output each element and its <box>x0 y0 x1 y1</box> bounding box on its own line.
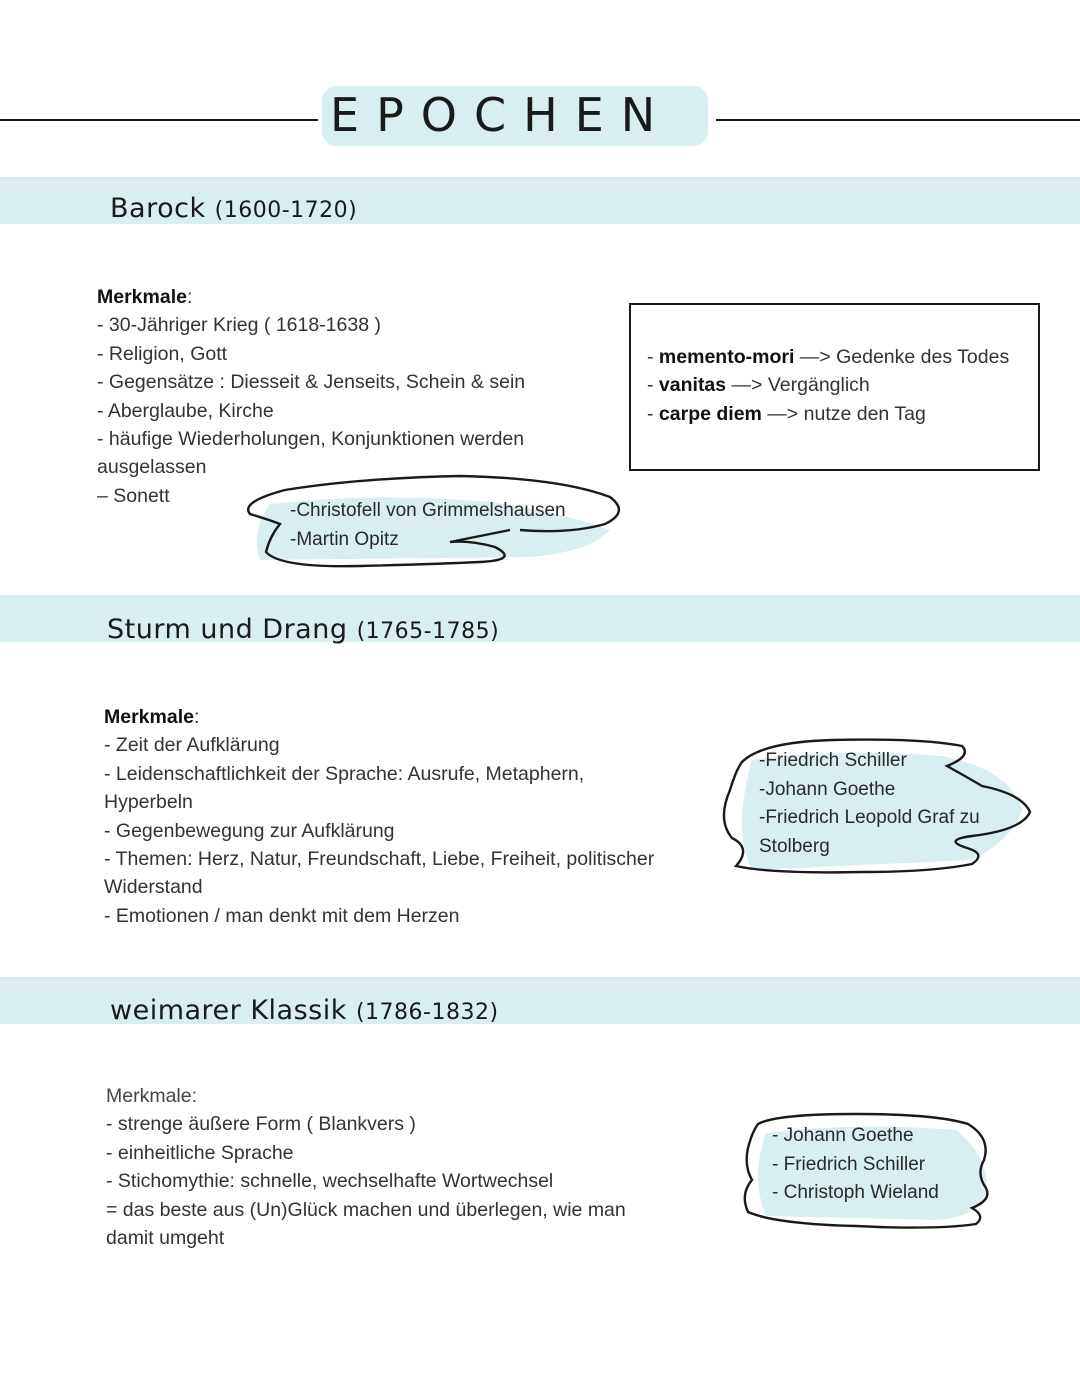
authors-list-barock <box>290 497 566 554</box>
section-name: Barock <box>110 193 206 224</box>
author-name: Stolberg <box>759 835 830 857</box>
list-item: Hyperbeln <box>104 791 193 814</box>
phrase-row: - vanitas —> Vergänglich <box>647 374 870 397</box>
list-item: - Aberglaube, Kirche <box>97 399 274 422</box>
list-item: - 30-Jähriger Krieg ( 1618-1638 ) <box>97 314 381 337</box>
section-title-barock <box>110 193 357 224</box>
section-date: (1600-1720) <box>214 198 358 223</box>
author-name: -Martin Opitz <box>290 528 399 550</box>
list-item: - Stichomythie: schnelle, wechselhafte Wortwechsel <box>106 1170 554 1193</box>
list-item: - Zeit der Aufklärung <box>104 734 280 757</box>
list-item: - Gegensätze : Diesseit & Jenseits, Schein & sein <box>97 371 526 394</box>
author-name: -Friedrich Schiller <box>759 750 907 771</box>
title-rule-right <box>716 119 1080 121</box>
list-item: - Leidenschaftlichkeit der Sprache: Ausrufe, Metaphern, <box>104 762 585 785</box>
latin-phrases-box <box>629 303 1040 471</box>
section-date: (1786-1832) <box>355 1000 499 1025</box>
list-item: - Religion, Gott <box>97 342 228 365</box>
author-name: - Johann Goethe <box>772 1125 914 1146</box>
author-name: -Friedrich Leopold Graf zu <box>759 807 980 828</box>
author-name: -Christofell von Grimmelshausen <box>290 500 566 521</box>
list-item: - Themen: Herz, Natur, Freundschaft, Liebe, Freiheit, politischer <box>104 848 655 871</box>
author-name: -Johann Goethe <box>759 778 896 800</box>
list-item: - strenge äußere Form ( Blankvers ) <box>106 1113 416 1136</box>
list-item: - häufige Wiederholungen, Konjunktionen werden <box>97 428 525 451</box>
section-name: Sturm und Drang <box>107 614 348 645</box>
merkmale-heading: Merkmale: <box>97 286 193 308</box>
merkmale-list-sturm-und-drang <box>104 703 654 930</box>
list-item: - Emotionen / man denkt mit dem Herzen <box>104 904 460 927</box>
phrase-row: - memento-mori —> Gedenke des Todes <box>647 346 1010 368</box>
page-title: EPOCHEN <box>330 88 673 142</box>
merkmale-heading: Merkmale: <box>104 706 200 728</box>
list-item: = das beste aus (Un)Glück machen und überlegen, wie man <box>106 1198 626 1221</box>
list-item: - Gegenbewegung zur Aufklärung <box>104 819 395 842</box>
merkmale-list-weimarer-klassik <box>106 1082 626 1252</box>
section-date: (1765-1785) <box>356 619 500 644</box>
list-item: damit umgeht <box>106 1227 225 1250</box>
title-rule-left <box>0 119 318 121</box>
section-name: weimarer Klassik <box>110 995 347 1026</box>
list-item: ausgelassen <box>97 456 207 479</box>
author-name: - Friedrich Schiller <box>772 1153 926 1175</box>
list-item: - einheitliche Sprache <box>106 1141 294 1164</box>
section-title-weimarer-klassik <box>110 995 499 1026</box>
list-item: Widerstand <box>104 876 203 899</box>
author-name: - Christoph Wieland <box>772 1182 939 1203</box>
list-item: – Sonett <box>97 484 170 507</box>
authors-list-weimarer-klassik <box>772 1122 939 1208</box>
phrase-row: - carpe diem —> nutze den Tag <box>647 402 926 425</box>
section-title-sturm-und-drang <box>107 614 499 645</box>
authors-list-sturm-und-drang <box>759 747 980 861</box>
merkmale-heading: Merkmale: <box>106 1085 198 1107</box>
